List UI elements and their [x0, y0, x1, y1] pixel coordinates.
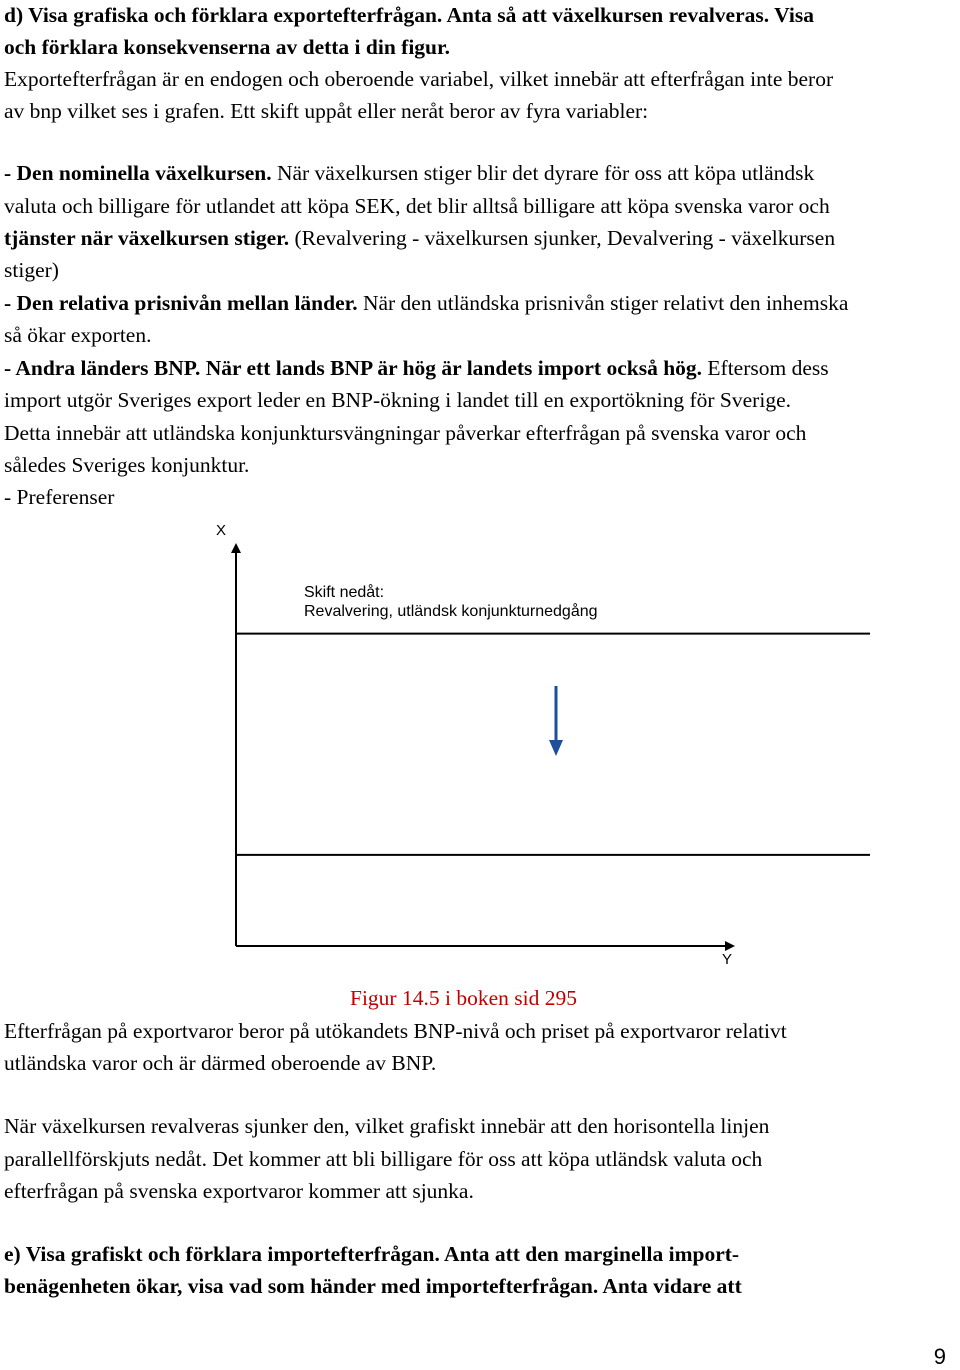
variable-line-10: således Sveriges konjunktur. [4, 453, 250, 477]
variable-line-5 [4, 290, 848, 316]
explanation-p2-line-3: efterfrågan på svenska exportvaror kommer att sjunka. [4, 1179, 474, 1203]
intro-line-2: av bnp vilket ses i grafen. Ett skift uppåt eller neråt beror av fyra variabler: [4, 99, 649, 123]
variable-line-2: valuta och billigare för utlandet att köpa SEK, det blir alltså billigare att köpa svenska varor och [4, 194, 830, 218]
variable-line-1 [4, 160, 814, 186]
variable-price-level-label: - Den relativa prisnivån mellan länder. [4, 291, 358, 315]
variable-line-3 [4, 225, 835, 251]
explanation-p1-line-2: utländska varor och är därmed oberoende av BNP. [4, 1051, 437, 1075]
x-axis-label: Y [722, 951, 733, 968]
shift-annotation-title: Skift nedåt: [304, 584, 385, 601]
shift-down-arrow-icon [549, 740, 563, 756]
variable-line-11: - Preferenser [4, 485, 115, 509]
section-d-heading-line-2: och förklara konsekvenserna av detta i din figur. [4, 35, 450, 59]
explanation-p2-line-1: När växelkursen revalveras sjunker den, vilket grafiskt innebär att den horisontella linjen [4, 1114, 770, 1138]
variable-line-3-bold: tjänster när växelkursen stiger. [4, 226, 290, 250]
explanation-p2-line-2: parallellförskjuts nedåt. Det kommer att bli billigare för oss att köpa utländsk valuta och [4, 1147, 763, 1171]
variable-exchange-rate-label: - Den nominella växelkursen. [4, 161, 272, 185]
section-e-heading-line-2: benägenheten ökar, visa vad som händer med importefterfrågan. Anta vidare att [4, 1274, 742, 1298]
variable-price-level-text: När den utländska prisnivån stiger relativt den inhemska [362, 291, 849, 315]
variable-line-6: så ökar exporten. [4, 323, 152, 347]
page-number: 9 [933, 1344, 946, 1369]
variable-exchange-rate-text: När växelkursen stiger blir det dyrare för oss att köpa utländsk [276, 161, 815, 185]
variable-line-7 [4, 355, 829, 381]
variable-line-4: stiger) [4, 258, 59, 282]
figure-caption: Figur 14.5 i boken sid 295 [350, 986, 577, 1010]
variable-line-9: Detta innebär att utländska konjunktursvängningar påverkar efterfrågan på svenska varor och [4, 421, 807, 445]
variable-gdp-label: - Andra länders BNP. [4, 356, 201, 380]
export-demand-figure [0, 510, 960, 980]
y-axis-label: X [216, 522, 227, 539]
section-e-heading-line-1: e) Visa grafiskt och förklara importefterfrågan. Anta att den marginella import- [4, 1242, 740, 1266]
variable-gdp-text: Eftersom dess [707, 356, 829, 380]
variable-gdp-text-bold: När ett lands BNP är hög är landets import också hög. [205, 356, 703, 380]
explanation-p1-line-1: Efterfrågan på exportvaror beror på utökandets BNP-nivå och priset på exportvaror relativt [4, 1019, 787, 1043]
variable-line-8: import utgör Sveriges export leder en BNP-ökning i landet till en exportökning för Sverige. [4, 388, 791, 412]
variable-line-3-text: (Revalvering - växelkursen sjunker, Devalvering - växelkursen [294, 226, 836, 250]
section-d-heading-line-1: d) Visa grafiska och förklara exportefterfrågan. Anta så att växelkursen revalveras. Visa [4, 3, 814, 27]
shift-annotation-text: Revalvering, utländsk konjunkturnedgång [304, 603, 598, 620]
intro-line-1: Exportefterfrågan är en endogen och oberoende variabel, vilket innebär att efterfrågan inte beror [4, 67, 834, 91]
